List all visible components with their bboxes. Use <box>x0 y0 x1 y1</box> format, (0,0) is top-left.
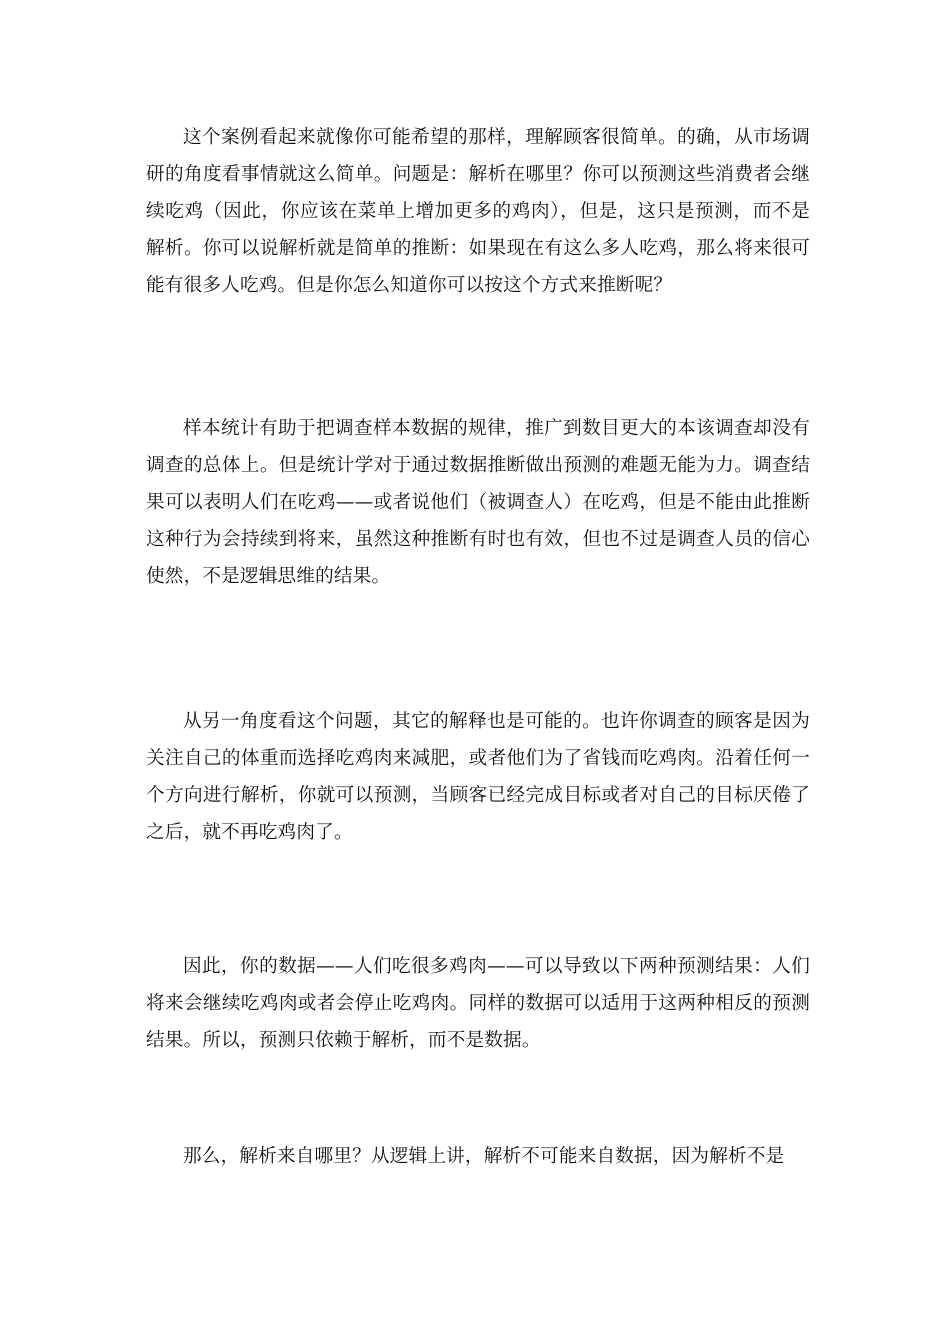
paragraph-2: 样本统计有助于把调查样本数据的规律，推广到数目更大的本该调查却没有调查的总体上。但是统计学对于通过数据推断做出预测的难题无能为力。调查结果可以表明人们在吃鸡——或者说他们（被调查人）在吃鸡，但是不能由此推断这种行为会持续到将来，虽然这种推断有时也有效，但也不过是调查人员的信心使然，不是逻辑思维的结果。 <box>146 418 810 587</box>
paragraph-1: 这个案例看起来就像你可能希望的那样，理解顾客很简单。的确，从市场调研的角度看事情就这么简单。问题是：解析在哪里？你可以预测这些消费者会继续吃鸡（因此，你应该在菜单上增加更多的鸡肉），但是，这只是预测，而不是解析。你可以说解析就是简单的推断：如果现在有这么多人吃鸡，那么将来很可能有很多人吃鸡。但是你怎么知道你可以按这个方式来推断呢？ <box>146 127 810 296</box>
paragraph-5: 那么，解析来自哪里？从逻辑上讲，解析不可能来自数据，因为解析不是 <box>183 1146 785 1167</box>
paragraph-4: 因此，你的数据——人们吃很多鸡肉——可以导致以下两种预测结果：人们将来会继续吃鸡肉或者会停止吃鸡肉。同样的数据可以适用于这两种相反的预测结果。所以，预测只依赖于解析，而不是数据。 <box>146 956 810 1051</box>
paragraph-3: 从另一角度看这个问题，其它的解释也是可能的。也许你调查的顾客是因为关注自己的体重而选择吃鸡肉来减肥，或者他们为了省钱而吃鸡肉。沿着任何一个方向进行解析，你就可以预测，当顾客已经完成目标或者对自己的目标厌倦了之后，就不再吃鸡肉了。 <box>146 711 810 843</box>
